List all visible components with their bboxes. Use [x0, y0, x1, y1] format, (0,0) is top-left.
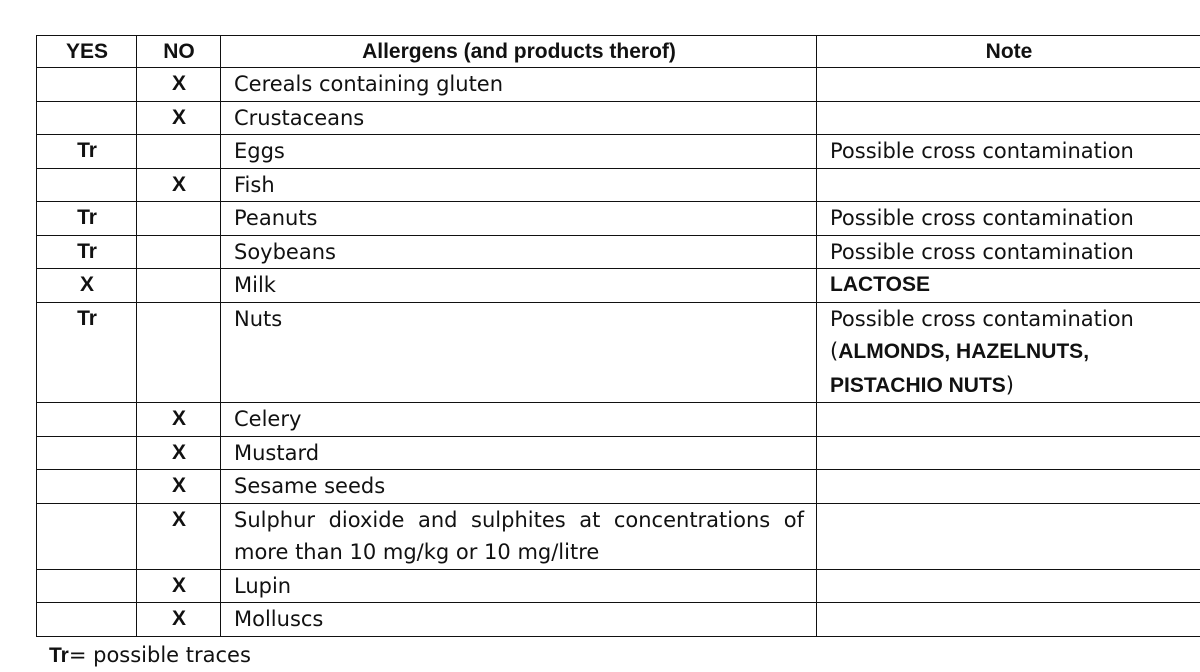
legend-key: Tr: [49, 644, 69, 667]
table-row: [37, 470, 1200, 504]
no-cell: X: [137, 101, 221, 135]
allergen-cell: Cereals containing gluten: [221, 68, 817, 102]
table-row: [37, 569, 1200, 603]
yes-cell: [37, 168, 137, 202]
note-cell: [817, 101, 1200, 135]
allergen-cell: Sulphur dioxide and sulphites at concentrations of more than 10 mg/kg or 10 mg/litre: [221, 503, 817, 569]
note-cell: [817, 68, 1200, 102]
yes-cell: [37, 436, 137, 470]
yes-cell: Tr: [37, 202, 137, 236]
note-cell: [817, 168, 1200, 202]
note-cell: [817, 403, 1200, 437]
no-cell: [137, 202, 221, 236]
yes-cell: Tr: [37, 235, 137, 269]
allergen-cell: Eggs: [221, 135, 817, 169]
note-cell: [817, 569, 1200, 603]
yes-cell: [37, 603, 137, 637]
yes-cell: Tr: [37, 135, 137, 169]
note-cell: LACTOSE: [817, 269, 1200, 303]
table-row: [37, 503, 1200, 569]
table-row: [37, 68, 1200, 102]
no-cell: [137, 235, 221, 269]
legend-footnote: [36, 639, 1200, 672]
no-cell: [137, 269, 221, 303]
no-cell: X: [137, 470, 221, 504]
no-cell: X: [137, 168, 221, 202]
allergen-cell: Lupin: [221, 569, 817, 603]
note-lead-text: Possible cross contamination: [830, 307, 1134, 331]
allergen-cell: Milk: [221, 269, 817, 303]
table-row: [37, 168, 1200, 202]
note-cell: [817, 436, 1200, 470]
no-cell: [137, 302, 221, 403]
table-row: [37, 436, 1200, 470]
allergen-document: [36, 35, 1200, 672]
header-note: Note: [817, 36, 1200, 68]
allergen-cell: Fish: [221, 168, 817, 202]
allergen-cell: Celery: [221, 403, 817, 437]
note-cell: Possible cross contamination: [817, 135, 1200, 169]
note-close-paren: ): [1006, 373, 1014, 397]
header-allergen: Allergens (and products therof): [221, 36, 817, 68]
table-row: [37, 101, 1200, 135]
no-cell: X: [137, 569, 221, 603]
note-cell: [817, 503, 1200, 569]
header-no: NO: [137, 36, 221, 68]
yes-cell: [37, 470, 137, 504]
note-cell: Possible cross contamination: [817, 202, 1200, 236]
table-row: [37, 202, 1200, 236]
allergen-cell: Molluscs: [221, 603, 817, 637]
legend-text: = possible traces: [69, 643, 251, 667]
table-row: [37, 135, 1200, 169]
no-cell: X: [137, 68, 221, 102]
allergen-cell: Peanuts: [221, 202, 817, 236]
table-header-row: [37, 36, 1200, 68]
allergen-cell: Sesame seeds: [221, 470, 817, 504]
table-row: [37, 403, 1200, 437]
no-cell: X: [137, 603, 221, 637]
yes-cell: [37, 101, 137, 135]
allergen-cell: Nuts: [221, 302, 817, 403]
no-cell: [137, 135, 221, 169]
allergen-table: [36, 35, 1200, 637]
no-cell: X: [137, 503, 221, 569]
yes-cell: [37, 503, 137, 569]
note-cell: Possible cross contamination: [817, 235, 1200, 269]
no-cell: X: [137, 436, 221, 470]
no-cell: X: [137, 403, 221, 437]
table-row: [37, 603, 1200, 637]
table-row: [37, 235, 1200, 269]
yes-cell: [37, 403, 137, 437]
note-cell: [817, 470, 1200, 504]
yes-cell: [37, 569, 137, 603]
yes-cell: Tr: [37, 302, 137, 403]
yes-cell: X: [37, 269, 137, 303]
table-row: [37, 302, 1200, 403]
header-yes: YES: [37, 36, 137, 68]
allergen-cell: Soybeans: [221, 235, 817, 269]
table-row: [37, 269, 1200, 303]
note-nut-list: ALMONDS, HAZELNUTS, PISTACHIO NUTS: [830, 340, 1089, 397]
allergen-cell: Mustard: [221, 436, 817, 470]
note-cell: [817, 302, 1200, 403]
note-cell: [817, 603, 1200, 637]
note-open-paren: (: [830, 339, 838, 363]
yes-cell: [37, 68, 137, 102]
allergen-cell: Crustaceans: [221, 101, 817, 135]
